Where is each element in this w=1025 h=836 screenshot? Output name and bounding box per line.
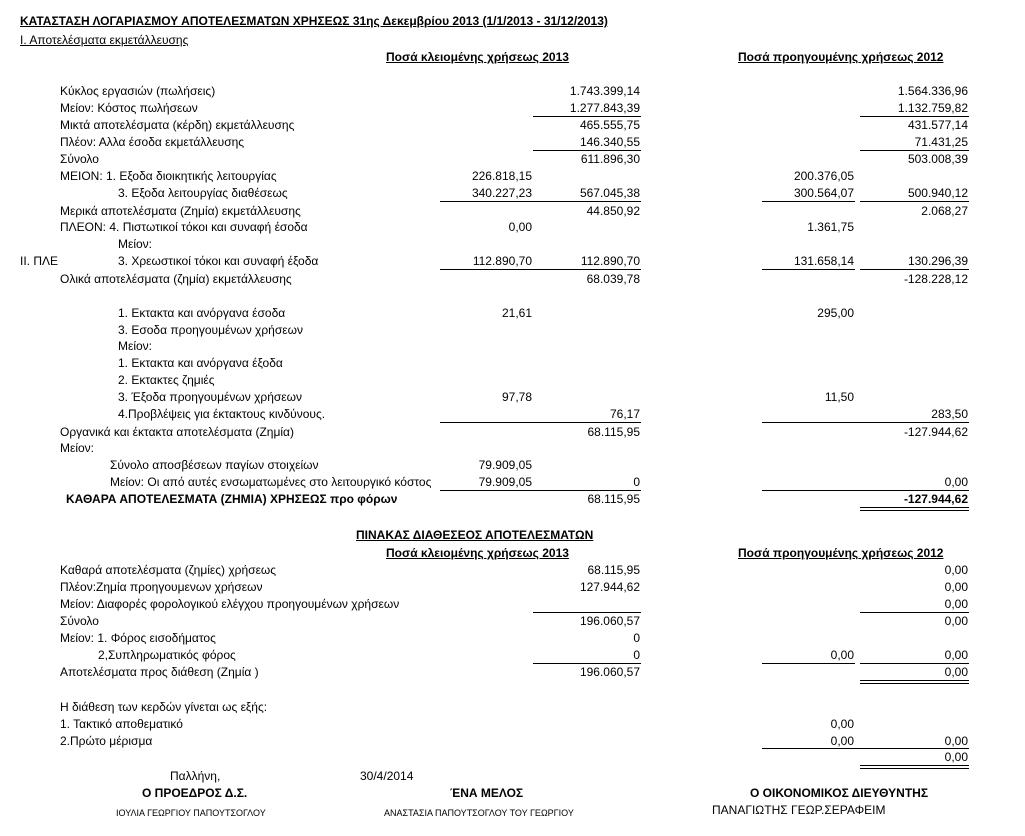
gross-label: Μικτά αποτελέσματα (κέρδη) εκμετάλλευσης bbox=[60, 118, 295, 132]
rule bbox=[860, 612, 969, 613]
debit-interest-current-b: 112.890,70 bbox=[580, 254, 640, 268]
depreciation-included-label: Μείον: Οι από αυτές ενσωματωμένες στο λειτουργικό κόστος bbox=[110, 475, 432, 489]
rule bbox=[762, 663, 855, 664]
minus-label: Μείον: bbox=[60, 441, 95, 455]
overall-results-label: Ολικά αποτελέσματα (ζημία) εκμετάλλευσης bbox=[60, 272, 292, 286]
cogs-label: Μείον: Κόστος πωλήσεων bbox=[60, 101, 198, 115]
double-rule bbox=[860, 507, 969, 508]
rule bbox=[762, 269, 855, 270]
minus-label: Μείον: bbox=[118, 237, 153, 251]
prior-expenses-label: 3. Έξοδα προηγουμένων χρήσεων bbox=[118, 390, 303, 404]
extraordinary-income-label: 1. Εκτακτα και ανόργανα έσοδα bbox=[118, 306, 286, 320]
selling-expenses-current-b: 567.045,38 bbox=[579, 186, 640, 200]
provisions-current: 76,17 bbox=[609, 407, 640, 421]
admin-expenses-current: 226.818,15 bbox=[471, 169, 532, 183]
provisions-previous: 283,50 bbox=[931, 407, 968, 421]
selling-expenses-previous-b: 500.940,12 bbox=[907, 186, 968, 200]
depreciation-current: 79.909,05 bbox=[478, 458, 532, 472]
credit-interest-previous: 1.361,75 bbox=[807, 220, 854, 234]
rule bbox=[860, 150, 969, 151]
extraordinary-income-current: 21,61 bbox=[501, 306, 532, 320]
rule bbox=[860, 663, 969, 664]
statement-title: ΚΑΤΑΣΤΑΣΗ ΛΟΓΑΡΙΑΣΜΟΥ ΑΠΟΤΕΛΕΣΜΑΤΩΝ ΧΡΗΣΕΩΣ 31ης Δεκεμβρίου 2013 (1/1/2013 - 31/12/2013) bbox=[20, 14, 608, 28]
dist-result-previous: 0,00 bbox=[944, 665, 968, 679]
debit-interest-current-a: 112.890,70 bbox=[472, 254, 532, 268]
signature-place: Παλλήνη, bbox=[170, 769, 221, 783]
column-header-previous: Ποσά προηγουμένης χρήσεως 2012 bbox=[738, 50, 944, 64]
rule bbox=[440, 422, 641, 423]
dist-prior-loss-label: Πλέον:Ζημία προηγουμενων χρήσεων bbox=[60, 580, 263, 594]
rule bbox=[533, 116, 641, 117]
double-rule bbox=[860, 510, 969, 511]
rule bbox=[762, 748, 969, 749]
double-rule bbox=[860, 680, 969, 681]
overall-results-current: 68.039,78 bbox=[586, 272, 640, 286]
total-label: Σύνολο bbox=[60, 152, 99, 166]
organic-results-current: 68.115,95 bbox=[587, 425, 640, 439]
gross-current: 465.555,75 bbox=[579, 118, 640, 132]
rule bbox=[762, 422, 969, 423]
selling-expenses-label: 3. Εξοδα λειτουργίας διαθέσεως bbox=[118, 186, 288, 200]
section-operating-results: Ι. Αποτελέσματα εκμετάλλευσης bbox=[20, 33, 189, 47]
dist-result-label: Αποτελέσματα προς διάθεση (Ζημία ) bbox=[60, 665, 259, 679]
selling-expenses-previous-a: 300.564,07 bbox=[793, 186, 854, 200]
cogs-previous: 1.132.759,82 bbox=[897, 101, 968, 115]
director-name: ΠΑΝΑΓΙΩΤΗΣ ΓΕΩΡ.ΣΕΡΑΦΕΙΜ bbox=[712, 803, 886, 817]
dist-reserve-label: 1. Τακτικό αποθεματικό bbox=[60, 717, 183, 731]
dist-supplementary-tax-current: 0 bbox=[633, 648, 640, 662]
dist-supplementary-tax-previous-b: 0,00 bbox=[944, 648, 968, 662]
rule bbox=[860, 116, 969, 117]
depreciation-included-previous: 0,00 bbox=[944, 475, 968, 489]
rule bbox=[860, 201, 969, 202]
depreciation-label: Σύνολο αποσβέσεων παγίων στοιχείων bbox=[110, 458, 319, 472]
partial-results-current: 44.850,92 bbox=[586, 204, 640, 218]
admin-expenses-previous: 200.376,05 bbox=[793, 169, 854, 183]
overall-results-previous: -128.228,12 bbox=[903, 272, 968, 286]
extraordinary-income-previous: 295,00 bbox=[817, 306, 854, 320]
debit-interest-previous-b: 130.296,39 bbox=[907, 254, 968, 268]
dist-audit-previous: 0,00 bbox=[944, 597, 968, 611]
net-results-current: 68.115,95 bbox=[587, 492, 640, 506]
rule bbox=[533, 201, 641, 202]
dist-result-current: 196.060,57 bbox=[579, 665, 640, 679]
provisions-label: 4.Προβλέψεις για έκτακτους κινδύνους. bbox=[118, 407, 326, 421]
net-results-label: ΚΑΘΑΡΑ ΑΠΟΤΕΛΕΣΜΑΤΑ (ΖΗΜΙΑ) ΧΡΗΣΕΩΣ προ φόρων bbox=[66, 492, 398, 506]
dist-net-previous: 0,00 bbox=[944, 563, 968, 577]
president-title: Ο ΠΡΟΕΔΡΟΣ Δ.Σ. bbox=[142, 786, 248, 800]
double-rule bbox=[860, 683, 969, 684]
dist-prior-loss-current: 127.944,62 bbox=[579, 580, 640, 594]
dist-net-label: Καθαρά αποτελέσματα (ζημίες) χρήσεως bbox=[60, 563, 277, 577]
cogs-current: 1.277.843,39 bbox=[569, 101, 640, 115]
sales-previous: 1.564.336,96 bbox=[897, 84, 968, 98]
dist-supplementary-tax-previous-a: 0,00 bbox=[830, 648, 854, 662]
director-title: Ο ΟΙΚΟΝΟΜΙΚΟΣ ΔΙΕΥΘΥΝΤΗΣ bbox=[750, 786, 929, 800]
rule bbox=[533, 663, 641, 664]
dist-total-label: Σύνολο bbox=[60, 614, 99, 628]
sales-current: 1.743.399,14 bbox=[569, 84, 640, 98]
partial-results-previous: 2.068,27 bbox=[921, 204, 968, 218]
president-name: ΙΟΥΛΙΑ ΓΕΩΡΓΙΟΥ ΠΑΠΟΥΤΣΟΓΛΟΥ bbox=[116, 808, 266, 818]
admin-expenses-label: ΜΕΙΟΝ: 1. Εξοδα διοικητικής λειτουργίας bbox=[60, 169, 277, 183]
rule bbox=[440, 201, 533, 202]
rule bbox=[533, 269, 641, 270]
depreciation-included-current-b: 0 bbox=[633, 475, 640, 489]
signature-date: 30/4/2014 bbox=[360, 769, 414, 783]
dist-prior-loss-previous: 0,00 bbox=[944, 580, 968, 594]
total-current: 611.896,30 bbox=[580, 152, 640, 166]
rule bbox=[533, 150, 641, 151]
minus-label: Μείον: bbox=[118, 339, 153, 353]
column-header-current: Ποσά κλειομένης χρήσεως 2013 bbox=[386, 50, 569, 64]
distribution-column-current: Ποσά κλειομένης χρήσεως 2013 bbox=[386, 546, 569, 560]
organic-results-label: Οργανικά και έκτακτα αποτελέσματα (Ζημία) bbox=[60, 425, 294, 439]
double-rule bbox=[860, 768, 969, 769]
debit-interest-label: 3. Χρεωστικοί τόκοι και συναφή έξοδα bbox=[118, 254, 319, 268]
dist-total-previous: 0,00 bbox=[944, 614, 968, 628]
dist-total-current: 196.060,57 bbox=[579, 614, 640, 628]
sales-label: Κύκλος εργασιών (πωλήσεις) bbox=[60, 84, 216, 98]
selling-expenses-current-a: 340.227,23 bbox=[471, 186, 532, 200]
dist-reserve-previous: 0,00 bbox=[830, 717, 854, 731]
rule bbox=[860, 269, 969, 270]
gross-previous: 431.577,14 bbox=[907, 118, 968, 132]
prior-expenses-current: 97,78 bbox=[501, 390, 532, 404]
dist-tax-current: 0 bbox=[633, 631, 640, 645]
member-title: ΈΝΑ ΜΕΛΟΣ bbox=[450, 786, 524, 800]
other-income-label: Πλέον: Αλλα έσοδα εκμετάλλευσης bbox=[60, 135, 245, 149]
other-income-previous: 71.431,25 bbox=[914, 135, 968, 149]
rule bbox=[440, 269, 533, 270]
double-rule bbox=[860, 765, 969, 766]
rule bbox=[762, 490, 969, 491]
organic-results-previous: -127.944,62 bbox=[903, 425, 968, 439]
credit-interest-current: 0,00 bbox=[508, 220, 532, 234]
rule bbox=[533, 490, 641, 491]
dist-tax-label: Μείον: 1. Φόρος εισοδήματος bbox=[60, 631, 216, 645]
dist-net-current: 68.115,95 bbox=[587, 563, 640, 577]
dist-audit-label: Μείον: Διαφορές φορολογικού ελέγχου προηγουμένων χρήσεων bbox=[60, 597, 400, 611]
section-ii-label: ΙΙ. ΠΛΕ bbox=[20, 254, 58, 268]
extraordinary-losses-label: 2. Εκτακτες ζημιές bbox=[118, 373, 215, 387]
dist-intro-label: Η διάθεση των κερδών γίνεται ως εξής: bbox=[60, 700, 268, 714]
dist-final-previous: 0,00 bbox=[944, 750, 968, 764]
dist-dividend-label: 2.Πρώτο μέρισμα bbox=[60, 734, 153, 748]
partial-results-label: Μερικά αποτελέσματα (Ζημία) εκμετάλλευσης bbox=[60, 204, 301, 218]
prior-income-label: 3. Εσοδα προηγουμένων χρήσεων bbox=[118, 323, 303, 337]
depreciation-included-current: 79.909,05 bbox=[478, 475, 532, 489]
credit-interest-label: ΠΛΕΟΝ: 4. Πιστωτικοί τόκοι και συναφή έσοδα bbox=[60, 220, 308, 234]
dist-dividend-previous-a: 0,00 bbox=[830, 734, 854, 748]
rule bbox=[440, 490, 533, 491]
extraordinary-expenses-label: 1. Εκτακτα και ανόργανα έξοδα bbox=[118, 356, 283, 370]
debit-interest-previous-a: 131.658,14 bbox=[793, 254, 854, 268]
rule bbox=[533, 612, 641, 613]
other-income-current: 146.340,55 bbox=[579, 135, 640, 149]
total-previous: 503.008,39 bbox=[907, 152, 968, 166]
distribution-title: ΠΙΝΑΚΑΣ ΔΙΑΘΕΣΕΟΣ ΑΠΟΤΕΛΕΣΜΑΤΩΝ bbox=[356, 528, 594, 542]
member-name: ΑΝΑΣΤΑΣΙΑ ΠΑΠΟΥΤΣΟΓΛΟΥ ΤΟΥ ΓΕΩΡΓΙΟΥ bbox=[384, 808, 574, 818]
prior-expenses-previous: 11,50 bbox=[824, 390, 854, 404]
distribution-column-previous: Ποσά προηγουμένης χρήσεως 2012 bbox=[738, 546, 944, 560]
dist-supplementary-tax-label: 2,Συπληρωματικός φόρος bbox=[98, 648, 236, 662]
rule bbox=[762, 201, 855, 202]
net-results-previous: -127.944,62 bbox=[903, 492, 968, 506]
dist-dividend-previous-b: 0,00 bbox=[944, 734, 968, 748]
